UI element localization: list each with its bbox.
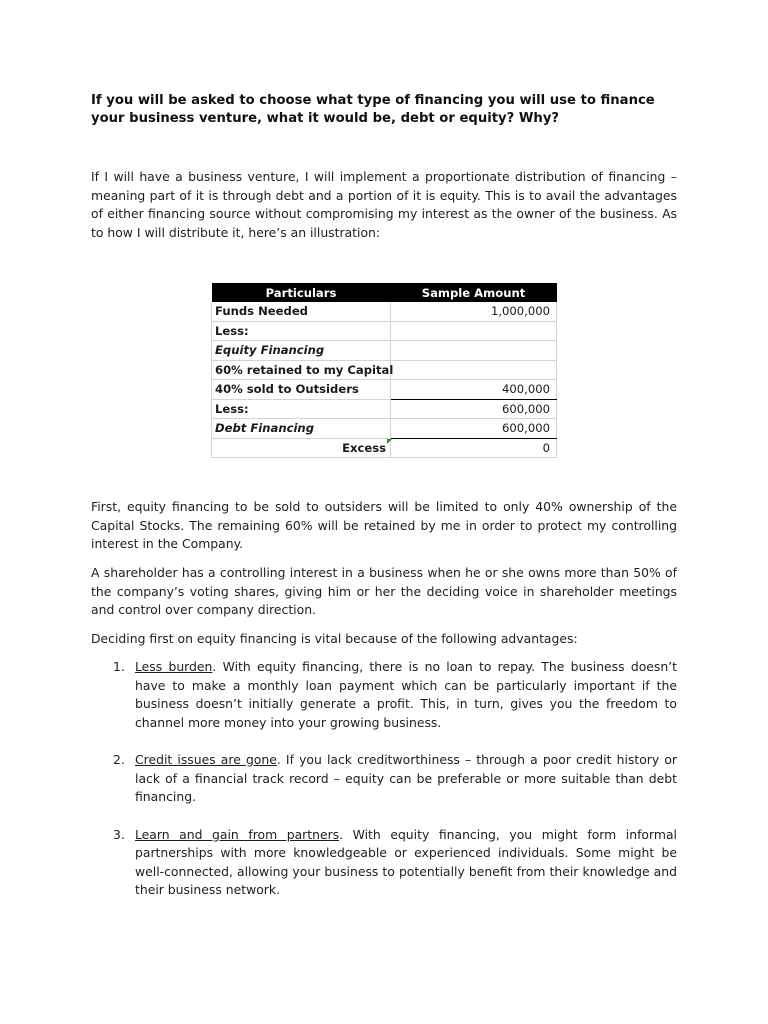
row-label-funds-needed: Funds Needed [212, 302, 391, 321]
row-amount-less-2: 600,000 [391, 399, 557, 419]
table-row [212, 302, 557, 321]
list-item [110, 826, 677, 900]
list-number: 3. [113, 826, 125, 842]
row-label-less: Less: [212, 321, 391, 341]
table-row [212, 399, 557, 419]
intro-paragraph: If I will have a business venture, I will implement a proportionate distribution of financing – meaning part of it is through debt and a portion of it is equity. This is to avail the advantages of either financing source without compromising my interest as the owner of the business. As to how I will distribute it, here’s an illustration: [91, 169, 677, 240]
advantage-text: . With equity financing, you might form informal partnerships with more knowledgeable or experienced individuals. Some might be well-connected, allowing your business to potentially benefit from their knowledge and their business network. [135, 826, 677, 897]
advantage-heading: Credit issues are gone [135, 752, 277, 767]
deciding-paragraph: Deciding first on equity financing is vital because of the following advantages: [91, 631, 578, 646]
question-heading: If you will be asked to choose what type of financing you will use to finance your business venture, what it would be, debt or equity? Why? [91, 93, 655, 126]
advantage-text: . With equity financing, there is no loan to repay. The business doesn’t have to make a monthly loan payment which can be particularly important if the business doesn’t initially generate a profit. This, in turn, gives you the freedom to channel more money into your growing business. [135, 659, 678, 730]
row-amount-retained [391, 360, 557, 380]
table-row [212, 380, 557, 400]
first-paragraph: First, equity financing to be sold to outsiders will be limited to only 40% ownership of the Capital Stocks. The remaining 60% will be retained by me in order to protect my controlling interest in the Company. [91, 499, 677, 551]
financing-table [211, 283, 557, 458]
row-amount-funds-needed: 1,000,000 [391, 302, 557, 321]
advantages-list [110, 658, 677, 919]
row-amount-excess: 0 [391, 438, 557, 458]
row-label-sold-outsiders: 40% sold to Outsiders [212, 380, 391, 400]
table-row [212, 360, 557, 380]
row-amount-sold-outsiders: 400,000 [391, 380, 557, 400]
table-header-row [212, 283, 557, 302]
row-amount-less [391, 321, 557, 341]
list-item [110, 658, 677, 732]
table-row [212, 438, 557, 458]
row-label-less-2: Less: [212, 399, 391, 419]
row-label-debt-financing: Debt Financing [212, 419, 391, 439]
list-number: 1. [113, 659, 125, 674]
shareholder-paragraph: A shareholder has a controlling interest in a business when he or she owns more than 50% of the company’s voting shares, giving him or her the deciding voice in shareholder meetings and control over company direction. [91, 565, 677, 617]
row-label-excess [212, 438, 391, 458]
table-row [212, 419, 557, 439]
table-header-amount: Sample Amount [391, 283, 557, 302]
list-item [110, 751, 677, 807]
table-row [212, 321, 557, 341]
advantage-heading: Less burden [135, 659, 213, 674]
advantage-heading: Learn and gain from partners [135, 826, 340, 842]
row-amount-debt-financing: 600,000 [391, 419, 557, 439]
table-header-particulars: Particulars [212, 283, 391, 302]
row-label-equity-financing: Equity Financing [212, 341, 391, 361]
cell-marker-icon [387, 439, 392, 444]
row-label-retained: 60% retained to my Capital [212, 360, 391, 380]
row-amount-equity-financing [391, 341, 557, 361]
table-row [212, 341, 557, 361]
excess-label-text: Excess [342, 440, 386, 455]
advantage-text: . If you lack creditworthiness – through a poor credit history or lack of a financial track record – equity can be preferable or more suitable than debt financing. [135, 752, 678, 804]
list-number: 2. [113, 752, 125, 767]
